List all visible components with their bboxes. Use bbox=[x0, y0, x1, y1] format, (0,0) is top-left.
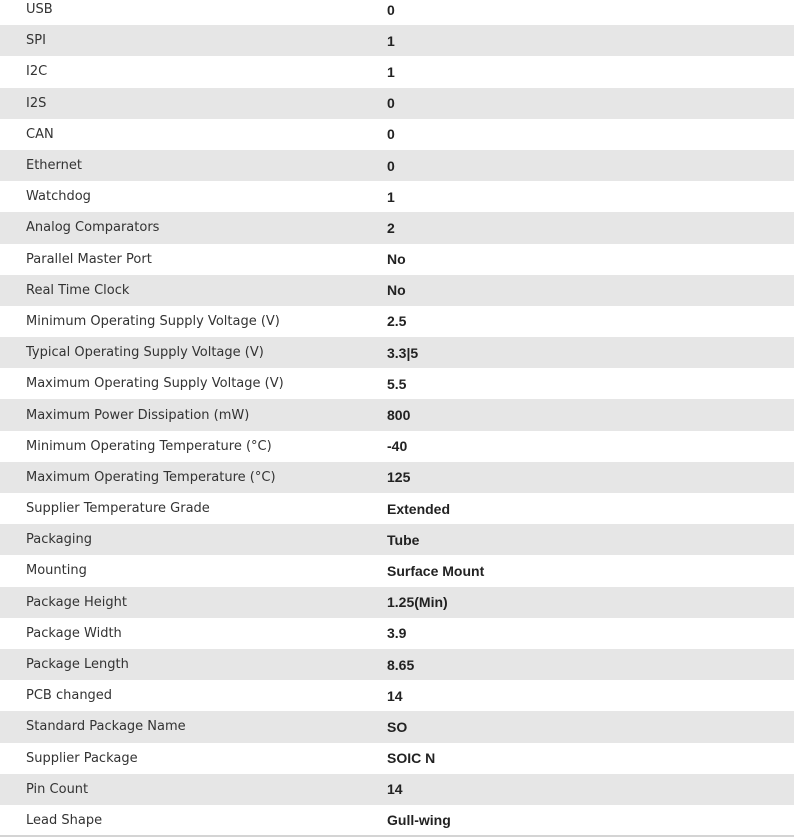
spec-label: Typical Operating Supply Voltage (V) bbox=[26, 345, 264, 361]
spec-value: 0 bbox=[387, 95, 395, 112]
spec-label: Package Length bbox=[26, 657, 129, 673]
spec-value: SOIC N bbox=[387, 750, 436, 767]
spec-row-temperature-grade bbox=[0, 493, 794, 524]
spec-value: 14 bbox=[387, 781, 403, 798]
spec-value: 0 bbox=[387, 157, 395, 174]
spec-value: 14 bbox=[387, 687, 403, 704]
spec-row-supplier-package bbox=[0, 743, 794, 774]
spec-label: Minimum Operating Temperature (°C) bbox=[26, 438, 272, 454]
spec-value: 2 bbox=[387, 219, 395, 236]
spec-label: Standard Package Name bbox=[26, 719, 186, 735]
spec-row-analog-comparators bbox=[0, 212, 794, 243]
spec-row-min-temperature bbox=[0, 431, 794, 462]
spec-row-max-power-dissipation bbox=[0, 399, 794, 430]
spec-value: 1 bbox=[387, 188, 395, 205]
spec-label: Pin Count bbox=[26, 781, 89, 797]
spec-row-parallel-master-port bbox=[0, 244, 794, 275]
spec-row-mounting bbox=[0, 555, 794, 586]
spec-label: Analog Comparators bbox=[26, 220, 160, 236]
spec-value: Surface Mount bbox=[387, 562, 485, 579]
spec-row-i2s bbox=[0, 88, 794, 119]
spec-value: 800 bbox=[387, 407, 411, 424]
spec-label: I2S bbox=[26, 95, 47, 111]
spec-value: Tube bbox=[387, 531, 420, 548]
spec-label: Real Time Clock bbox=[26, 282, 130, 298]
spec-row-pin-count bbox=[0, 774, 794, 805]
spec-label: Mounting bbox=[26, 563, 87, 579]
spec-label: Package Width bbox=[26, 625, 122, 641]
spec-value: 1.25(Min) bbox=[387, 594, 448, 611]
spec-value: 125 bbox=[387, 469, 411, 486]
spec-label: CAN bbox=[26, 126, 54, 142]
spec-row-can bbox=[0, 119, 794, 150]
spec-label: Supplier Temperature Grade bbox=[26, 501, 210, 517]
spec-label: Maximum Operating Temperature (°C) bbox=[26, 469, 276, 485]
spec-value: No bbox=[387, 251, 406, 268]
spec-row-max-temperature bbox=[0, 462, 794, 493]
spec-row-standard-package-name bbox=[0, 711, 794, 742]
spec-value: 2.5 bbox=[387, 313, 407, 330]
spec-row-pcb-changed bbox=[0, 680, 794, 711]
spec-value: 5.5 bbox=[387, 375, 407, 392]
spec-row-watchdog bbox=[0, 181, 794, 212]
spec-label: Package Height bbox=[26, 594, 127, 610]
spec-row-package-height bbox=[0, 587, 794, 618]
spec-value: 8.65 bbox=[387, 656, 415, 673]
spec-label: PCB changed bbox=[26, 688, 113, 704]
spec-label: Parallel Master Port bbox=[26, 251, 152, 267]
spec-value: SO bbox=[387, 718, 408, 735]
spec-label: Ethernet bbox=[26, 158, 82, 174]
spec-value: Extended bbox=[387, 500, 451, 517]
spec-value: 3.9 bbox=[387, 625, 407, 642]
spec-row-ethernet bbox=[0, 150, 794, 181]
spec-row-lead-shape bbox=[0, 805, 794, 836]
spec-value: -40 bbox=[387, 438, 408, 455]
spec-label: Maximum Power Dissipation (mW) bbox=[26, 407, 250, 423]
spec-label: Lead Shape bbox=[26, 812, 103, 828]
spec-value: 1 bbox=[387, 32, 395, 49]
spec-label: Maximum Operating Supply Voltage (V) bbox=[26, 376, 284, 392]
spec-value: No bbox=[387, 282, 406, 299]
spec-value: 3.3|5 bbox=[387, 344, 419, 361]
spec-label: Watchdog bbox=[26, 189, 91, 205]
spec-row-typ-supply-voltage bbox=[0, 337, 794, 368]
spec-label: I2C bbox=[26, 64, 48, 80]
spec-label: Packaging bbox=[26, 532, 92, 548]
spec-row-packaging bbox=[0, 524, 794, 555]
spec-row-real-time-clock bbox=[0, 275, 794, 306]
spec-row-usb bbox=[0, 0, 794, 25]
spec-row-package-width bbox=[0, 618, 794, 649]
spec-label: USB bbox=[26, 2, 53, 18]
spec-value: 0 bbox=[387, 126, 395, 143]
spec-row-i2c bbox=[0, 56, 794, 87]
spec-label: Minimum Operating Supply Voltage (V) bbox=[26, 313, 280, 329]
spec-row-max-supply-voltage bbox=[0, 368, 794, 399]
spec-row-min-supply-voltage bbox=[0, 306, 794, 337]
spec-value: Gull-wing bbox=[387, 812, 451, 829]
spec-row-spi bbox=[0, 25, 794, 56]
spec-value: 0 bbox=[387, 1, 395, 18]
spec-row-package-length bbox=[0, 649, 794, 680]
spec-value: 1 bbox=[387, 63, 395, 80]
spec-label: Supplier Package bbox=[26, 750, 138, 766]
spec-label: SPI bbox=[26, 33, 46, 49]
